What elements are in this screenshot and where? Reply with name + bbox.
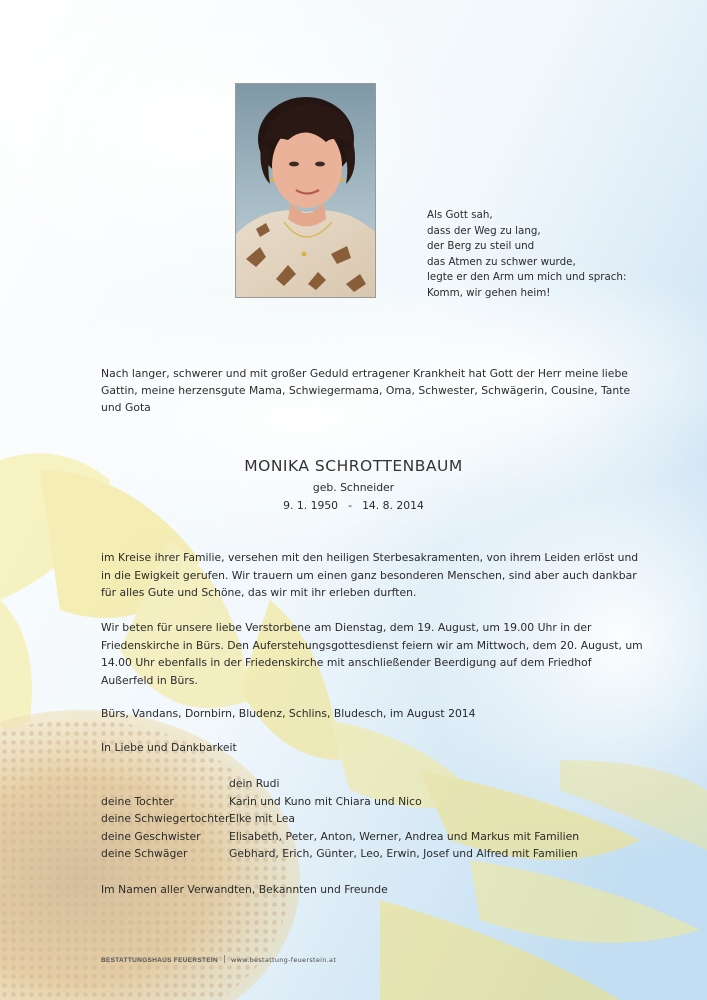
poem-line: dass der Weg zu lang,: [427, 224, 541, 237]
poem-line: Als Gott sah,: [427, 209, 493, 221]
intro-text: Nach langer, schwerer und mit großer Geduld ertragener Krankheit hat Gott der Herr meine liebe Gattin, meine herzensgute Mama, Schwiegermama, Oma, Schwester, Schwägerin, Cousine, Tante und Gota: [101, 367, 631, 414]
family-list: [101, 777, 621, 865]
date-separator: -: [348, 499, 353, 512]
poem-line: legte er den Arm um mich und sprach:: [427, 271, 627, 284]
birth-name: geb. Schneider: [312, 481, 395, 494]
family-names: Elisabeth, Peter, Anton, Werner, Andrea und Markus mit Familien: [229, 829, 580, 843]
family-row: [101, 812, 621, 830]
family-row: [101, 777, 621, 795]
passing-paragraph: im Kreise ihrer Familie, versehen mit den heiligen Sterbesakramenten, von ihrem Leiden erlöst und in die Ewigkeit gerufen. Wir trauern um einen ganz besonderen Menschen, sind aber auch dankbar für alles Gute und Schöne, das wir mit ihr erleben durften.: [101, 551, 639, 599]
footer-url[interactable]: www.bestattung-feuerstein.at: [230, 956, 337, 964]
family-names: Elke mit Lea: [229, 812, 296, 825]
poem-line: das Atmen zu schwer wurde,: [427, 255, 576, 268]
family-relation: deine Geschwister: [101, 829, 201, 843]
in-love-line: In Liebe und Dankbarkeit: [101, 741, 237, 754]
deceased-name: MONIKA SCHROTTENBAUM: [244, 457, 463, 475]
life-dates: [0, 499, 707, 512]
places-date: Bürs, Vandans, Dornbirn, Bludenz, Schlins, Bludesch, im August 2014: [101, 707, 476, 720]
family-names: dein Rudi: [229, 777, 280, 790]
birth-date: 9. 1. 1950: [283, 499, 339, 512]
portrait-photo: [235, 83, 376, 298]
portrait-icon: [236, 84, 376, 298]
footer: [101, 955, 336, 964]
family-relation: deine Schwäger: [101, 847, 188, 860]
family-relation: deine Schwiegertochter: [101, 812, 230, 825]
funeral-home-brand: BESTATTUNGSHAUS FEUERSTEIN: [101, 957, 218, 964]
family-names: Gebhard, Erich, Günter, Leo, Erwin, Josef und Alfred mit Familien: [229, 847, 578, 860]
poem-line: der Berg zu steil und: [427, 240, 535, 253]
poem: [427, 208, 667, 302]
poem-line: Komm, wir gehen heim!: [427, 286, 551, 299]
family-row: [101, 847, 621, 865]
death-date: 14. 8. 2014: [362, 499, 424, 512]
family-names: Karin und Kuno mit Chiara und Nico: [229, 794, 422, 808]
family-row: [101, 795, 621, 813]
footer-divider: [224, 955, 225, 963]
family-row: [101, 830, 621, 848]
family-relation: deine Tochter: [101, 794, 174, 808]
closing-line: Im Namen aller Verwandten, Bekannten und Freunde: [101, 883, 388, 896]
service-paragraph: Wir beten für unsere liebe Verstorbene am Dienstag, dem 19. August, um 19.00 Uhr in der Friedenskirche in Bürs. Den Auferstehungsgottesdienst feiern wir am Mittwoch, dem 20. August, um 14.00 Uhr ebenfalls in der Friedenskirche mit anschließender Beerdigung auf dem Friedhof Außerfeld in Bürs.: [101, 621, 643, 687]
